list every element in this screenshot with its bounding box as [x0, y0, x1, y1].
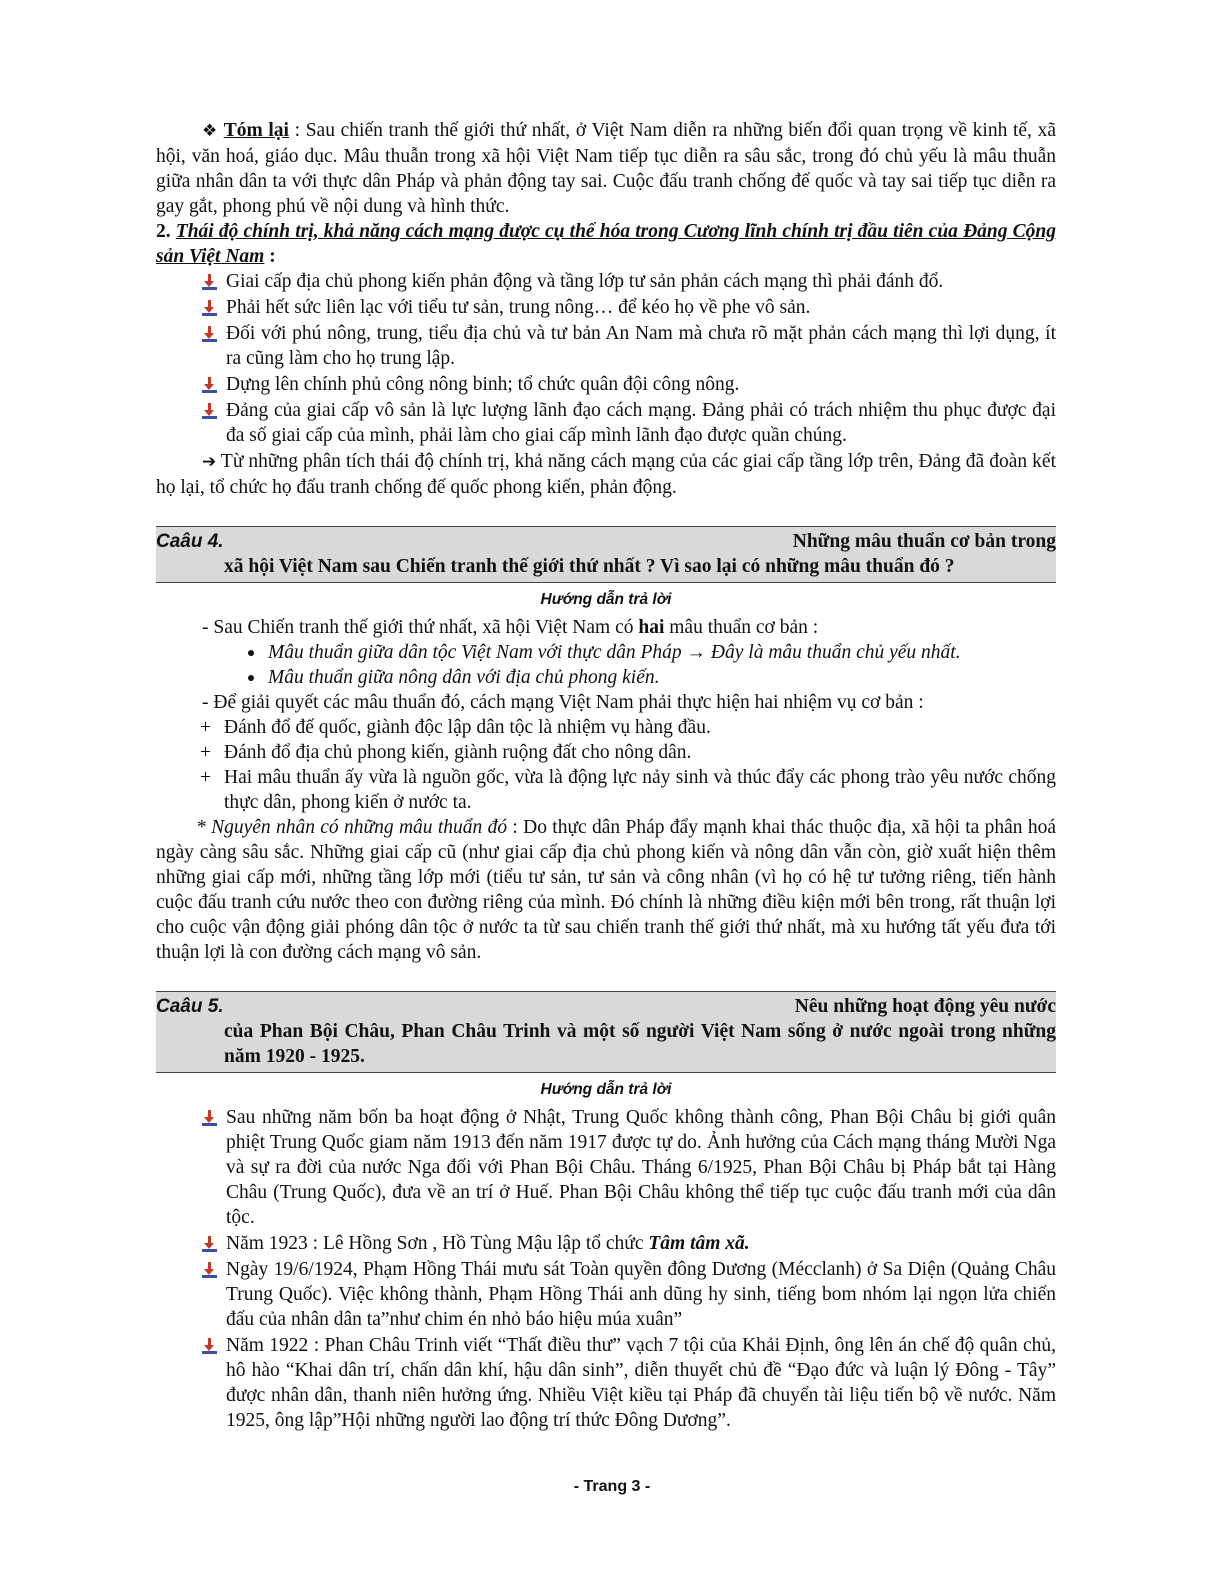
- list-item: Đảng của giai cấp vô sản là lực lượng lãnh đạo cách mạng. Đảng phải có trách nhiệm thu phục được đại đa số giai cấp của mình, phải làm cho giai cấp mình lãnh đạo được quần chúng.: [156, 398, 1056, 448]
- document-page: [156, 118, 1056, 1434]
- question-5-title: của Phan Bội Châu, Phan Châu Trinh và một số người Việt Nam sống ở nước ngoài trong những năm 1920 - 1925.: [224, 1021, 1056, 1067]
- download-arrow-icon: [202, 300, 218, 316]
- question-5-box: [156, 991, 1056, 1073]
- list-item: Mâu thuẩn giữa nông dân với địa chủ phong kiến.: [156, 665, 1056, 690]
- q4-intro: - Sau Chiến tranh thế giới thứ nhất, xã hội Việt Nam có hai mâu thuẩn cơ bản :: [202, 617, 819, 638]
- question-4-title-first: Những mâu thuẩn cơ bản trong: [792, 531, 1056, 552]
- section-2-suffix: :: [264, 246, 276, 267]
- list-item: + Đánh đổ đế quốc, giành độc lập dân tộc là nhiệm vụ hàng đầu.: [200, 717, 711, 738]
- list-item: Ngày 19/6/1924, Phạm Hồng Thái mưu sát Toàn quyền đông Dương (Mécclanh) ở Sa Diện (Quảng Châu Trung Quốc). Việc không thành, Phạm Hồng Thái anh dũng hy sinh, tiếng bom nhóm lại ngọn lửa chiến đấu của nhân dân ta”như chim én nhỏ báo hiệu múa xuân”: [156, 1257, 1056, 1332]
- list-item: Dựng lên chính phủ công nông binh; tổ chức quân đội công nông.: [156, 372, 1056, 397]
- q4-tasks-intro: - Để giải quyết các mâu thuẩn đó, cách mạng Việt Nam phải thực hiện hai nhiệm vụ cơ bản :: [202, 692, 924, 713]
- q4-contradictions-list: [156, 640, 1056, 690]
- download-arrow-icon: [202, 1338, 218, 1354]
- download-arrow-icon: [202, 377, 218, 393]
- question-4-box: [156, 526, 1056, 583]
- question-5-title-first: Nêu những hoạt động yêu nước: [794, 996, 1056, 1017]
- section-2-conclusion: ➔ Từ những phân tích thái độ chính trị, khả năng cách mạng của các giai cấp tầng lớp trên, Đảng đã đoàn kết họ lại, tổ chức họ đấu tranh chống đế quốc phong kiến, phản động.: [156, 451, 1056, 498]
- q4-cause-paragraph: * Nguyên nhân có những mâu thuẩn đó : Do thực dân Pháp đẩy mạnh khai thác thuộc địa, xã hội ta phân hoá ngày càng sâu sắc. Những giai cấp cũ (như giai cấp địa chủ phong kiến và nông dân vẫn còn, giờ xuất hiện thêm những giai cấp mới, những tầng lớp mới (tiểu tư sản, tư sản và công nhân (vì họ có hệ tư tưởng riêng, tiến hành cuộc đấu tranh cứu nước theo con đường riêng của mình. Đó chính là những điều kiện mới bên trong, rất thuận lợi cho cuộc vận động giải phóng dân tộc ở nước ta từ sau chiến tranh thế giới thứ nhất, mà xu hướng tất yếu đưa tới thuận lợi là con đường cách mạng vô sản.: [156, 817, 1056, 963]
- q4-tasks-list: [156, 715, 1056, 815]
- summary-label: Tóm lại: [223, 120, 289, 141]
- question-4-title: xã hội Việt Nam sau Chiến tranh thế giới thứ nhất ? Vì sao lại có những mâu thuẩn đó ?: [224, 556, 955, 577]
- list-item: + Hai mâu thuẩn ấy vừa là nguồn gốc, vừa là động lực nảy sinh và thúc đẩy các phong trào yêu nước chống thực dân, phong kiến ở nước ta.: [200, 767, 1056, 813]
- download-arrow-icon: [202, 1110, 218, 1126]
- list-item: Giai cấp địa chủ phong kiến phản động và tầng lớp tư sản phản cách mạng thì phải đánh đổ.: [156, 269, 1056, 294]
- download-arrow-icon: [202, 1236, 218, 1252]
- list-item: Sau những năm bốn ba hoạt động ở Nhật, Trung Quốc không thành công, Phan Bội Châu bị giới quân phiệt Trung Quốc giam năm 1913 đến năm 1917 được tự do. Ảnh hưởng của Cách mạng tháng Mười Nga và sự ra đời của nước Nga đối với Phan Bội Châu. Tháng 6/1925, Phan Bội Châu bị Pháp bắt tại Hàng Châu (Trung Quốc), đưa về an trí ở Huế. Phan Bội Châu không thể tiếp tục cuộc đấu tranh mới của dân tộc.: [156, 1105, 1056, 1230]
- list-item: Phải hết sức liên lạc với tiểu tư sản, trung nông… để kéo họ về phe vô sản.: [156, 295, 1056, 320]
- section-2-number: 2.: [156, 221, 171, 242]
- section-2-heading: [156, 219, 1056, 269]
- section-2-title: Thái độ chính trị, khả năng cách mạng được cụ thể hóa trong Cương lĩnh chính trị đầu tiên của Đảng Cộng sản Việt Nam: [156, 221, 1056, 267]
- summary-paragraph: [156, 118, 1056, 219]
- download-arrow-icon: [202, 274, 218, 290]
- section-2-list: [156, 269, 1056, 448]
- download-arrow-icon: [202, 403, 218, 419]
- question-5-label: Caâu 5.: [156, 996, 224, 1017]
- list-item: Mâu thuẩn giữa dân tộc Việt Nam với thực dân Pháp → Đây là mâu thuẩn chủ yếu nhất.: [156, 640, 1056, 665]
- page-number-footer: - Trang 3 -: [573, 1478, 651, 1495]
- list-item: + Đánh đổ địa chủ phong kiến, giành ruộng đất cho nông dân.: [200, 742, 692, 763]
- q5-list: [156, 1105, 1056, 1433]
- download-arrow-icon: [202, 1262, 218, 1278]
- list-item: Năm 1922 : Phan Châu Trinh viết “Thất điều thư” vạch 7 tội của Khải Định, ông lên án chế độ quân chủ, hô hào “Khai dân trí, chấn dân khí, hậu dân sinh”, diễn thuyết chủ đề “Đạo đức và luận lý Đông - Tây” được nhân dân, thanh niên hưởng ứng. Nhiều Việt kiều tại Pháp đã chuyển tài liệu tiến bộ về nước. Năm 1925, ông lập”Hội những người lao động trí thức Đông Dương”.: [156, 1333, 1056, 1433]
- download-arrow-icon: [202, 326, 218, 342]
- diamond-bullet-icon: ❖: [202, 121, 219, 141]
- right-arrow-icon: ➔: [202, 452, 217, 472]
- question-4-guide: Hướng dẫn trả lời: [540, 591, 672, 608]
- list-item: Năm 1923 : Lê Hồng Sơn , Hồ Tùng Mậu lập tổ chức Tâm tâm xã.: [156, 1231, 1056, 1256]
- list-item: Đối với phú nông, trung, tiểu địa chủ và tư bản An Nam mà chưa rõ mặt phản cách mạng thì lợi dụng, ít ra cũng làm cho họ trung lập.: [156, 321, 1056, 371]
- summary-text: : Sau chiến tranh thế giới thứ nhất, ở Việt Nam diễn ra những biến đổi quan trọng về kinh tế, xã hội, văn hoá, giáo dục. Mâu thuẫn trong xã hội Việt Nam tiếp tục diễn ra sâu sắc, trong đó chủ yếu là mâu thuẫn giữa nhân dân ta với thực dân Pháp và phản động tay sai. Cuộc đấu tranh chống đế quốc và tay sai tiếp tục diễn ra gay gắt, phong phú về nội dung và hình thức.: [156, 120, 1057, 217]
- question-5-guide: Hướng dẫn trả lời: [540, 1081, 672, 1098]
- question-4-label: Caâu 4.: [156, 531, 224, 552]
